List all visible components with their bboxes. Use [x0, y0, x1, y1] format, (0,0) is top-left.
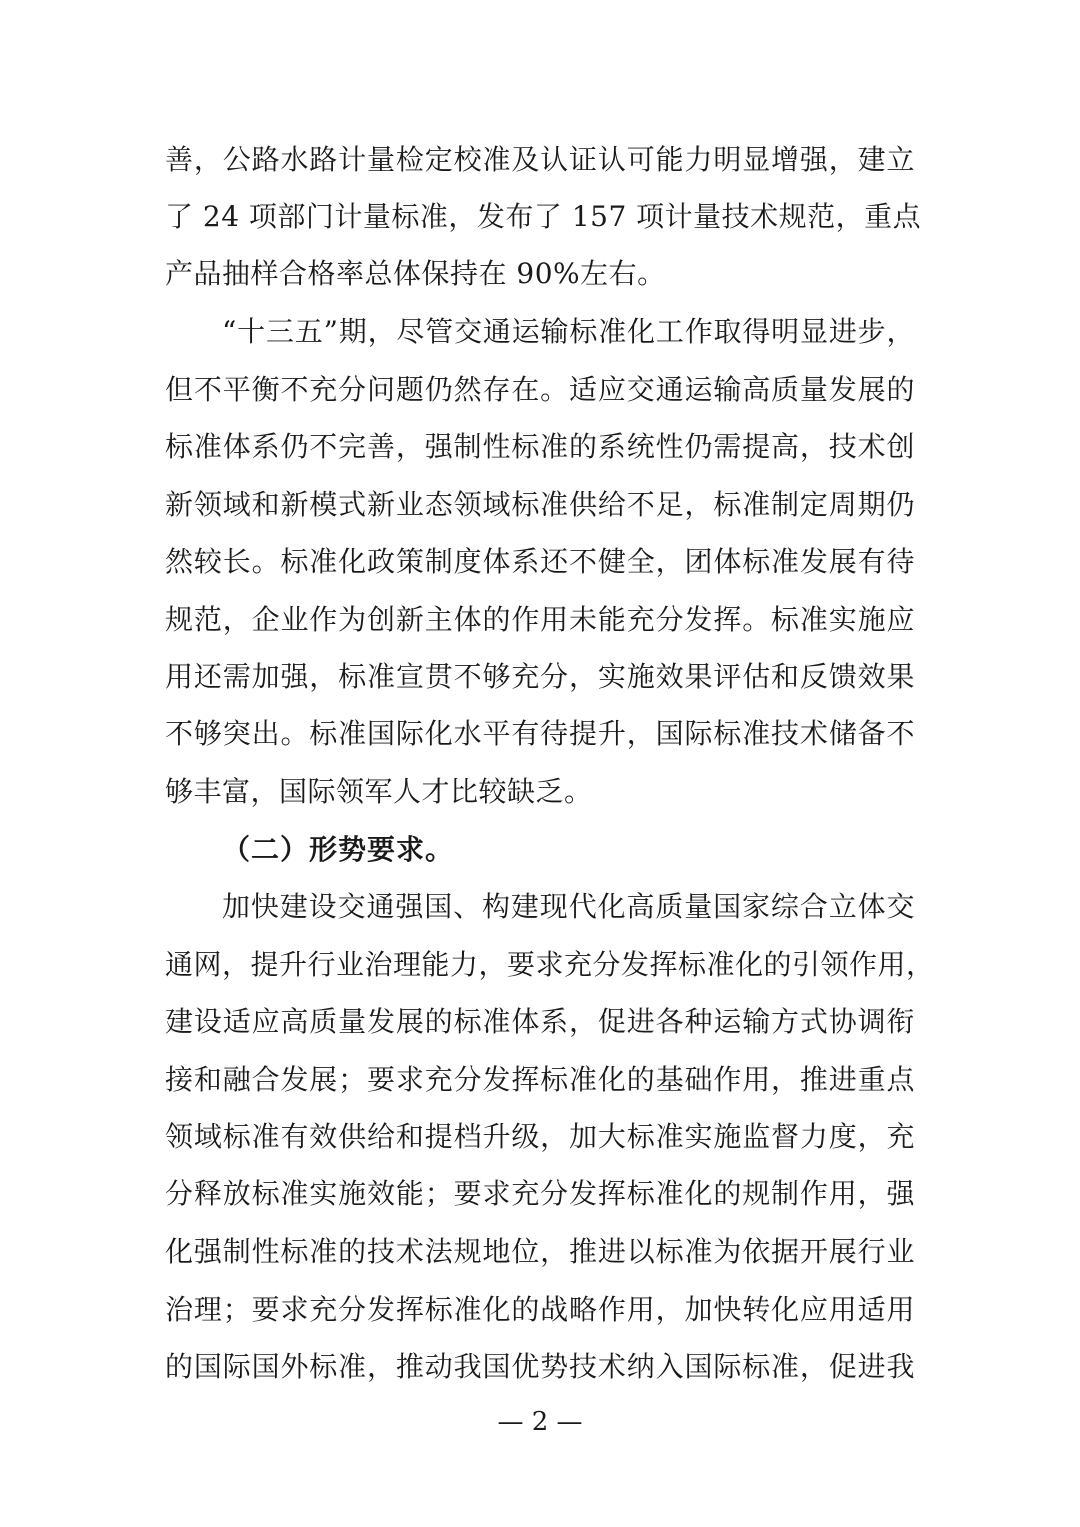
text-line: 不够突出。标准国际化水平有待提升，国际标准技术储备不 — [165, 717, 915, 750]
text-line: 的国际国外标准，推动我国优势技术纳入国际标准，促进我 — [165, 1350, 915, 1383]
text-line: 领域标准有效供给和提档升级，加大标准实施监督力度，充 — [165, 1120, 915, 1153]
text-line: 接和融合发展；要求充分发挥标准化的基础作用，推进重点 — [165, 1063, 915, 1096]
section-heading: （二）形势要求。 — [222, 833, 455, 866]
text-line: 治理；要求充分发挥标准化的战略作用，加快转化应用适用 — [165, 1293, 915, 1326]
text-line: 新领域和新模式新业态领域标准供给不足，标准制定周期仍 — [165, 488, 915, 521]
text-line: 用还需加强，标准宣贯不够充分，实施效果评估和反馈效果 — [165, 660, 915, 693]
text-line: 规范，企业作为创新主体的作用未能充分发挥。标准实施应 — [165, 603, 915, 636]
text-line: 够丰富，国际领军人才比较缺乏。 — [165, 775, 593, 808]
text-line: 化强制性标准的技术法规地位，推进以标准为依据开展行业 — [165, 1235, 915, 1268]
text-line: 了 24 项部门计量标准，发布了 157 项计量技术规范，重点 — [165, 200, 922, 233]
text-line: 加快建设交通强国、构建现代化高质量国家综合立体交 — [222, 890, 915, 923]
text-line: 然较长。标准化政策制度体系还不健全，团体标准发展有待 — [165, 545, 915, 578]
text-line: “十三五”期，尽管交通运输标准化工作取得明显进步， — [222, 315, 915, 348]
text-line: 标准体系仍不完善，强制性标准的系统性仍需提高，技术创 — [165, 430, 915, 463]
text-line: 建设适应高质量发展的标准体系，促进各种运输方式协调衔 — [165, 1005, 915, 1038]
text-line: 产品抽样合格率总体保持在 90%左右。 — [165, 257, 666, 290]
text-line: 但不平衡不充分问题仍然存在。适应交通运输高质量发展的 — [165, 373, 915, 406]
text-line: 通网，提升行业治理能力，要求充分发挥标准化的引领作用， — [165, 948, 935, 981]
page-number: — 2 — — [497, 1407, 583, 1437]
text-line: 分释放标准实施效能；要求充分发挥标准化的规制作用，强 — [165, 1177, 915, 1210]
text-line: 善，公路水路计量检定校准及认证认可能力明显增强，建立 — [165, 143, 915, 176]
